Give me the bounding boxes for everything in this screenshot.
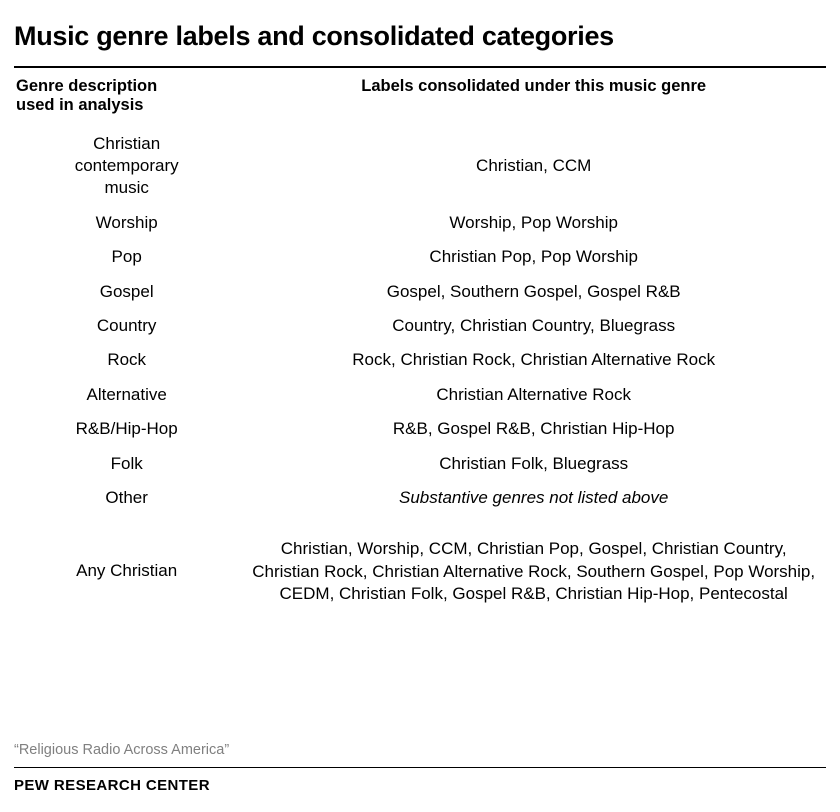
table-row (14, 126, 826, 206)
row-labels-value: Rock, Christian Rock, Christian Alternative Rock (352, 350, 716, 370)
row-genre-label: Pop (111, 247, 142, 267)
row-genre-label-line2: contemporary (74, 155, 179, 175)
spacer-cell (14, 515, 241, 531)
row-genre-label: Worship (95, 212, 158, 232)
row-labels-value: R&B, Gospel R&B, Christian Hip-Hop (392, 419, 675, 439)
table-row (14, 275, 826, 309)
table-header-row (14, 68, 826, 126)
row-genre-label: Any Christian (76, 561, 178, 581)
row-labels-value: Worship, Pop Worship (449, 212, 618, 232)
source-note: “Religious Radio Across America” (14, 742, 230, 758)
column-header-labels: Labels consolidated under this music genre (361, 76, 707, 95)
brand-label: PEW RESEARCH CENTER (14, 777, 210, 794)
row-labels-value: Christian, CCM (476, 155, 592, 175)
table-row (14, 412, 826, 446)
row-genre-label: Gospel (99, 281, 154, 301)
table-row (14, 343, 826, 377)
table-row (14, 309, 826, 343)
row-genre-label-line3: music (104, 177, 149, 197)
row-genre-label: Other (105, 488, 148, 508)
row-genre-label: Country (96, 316, 157, 336)
row-labels-value: Country, Christian Country, Bluegrass (392, 316, 676, 336)
row-genre-label: R&B/Hip-Hop (75, 419, 178, 439)
row-genre-label: Alternative (86, 384, 167, 404)
genre-table (14, 68, 826, 612)
row-labels-value: Gospel, Southern Gospel, Gospel R&B (386, 281, 681, 301)
table-spacer-row (14, 515, 826, 531)
row-genre-label (14, 126, 241, 206)
row-genre-label-line1: Christian (93, 133, 161, 153)
table-row (14, 206, 826, 240)
page-title: Music genre labels and consolidated categories (14, 21, 614, 51)
row-labels-value: Christian Folk, Bluegrass (439, 453, 629, 473)
table-row (14, 481, 826, 515)
column-header-genre-description (14, 68, 241, 126)
footer (14, 742, 826, 794)
row-labels-value: Christian, Worship, CCM, Christian Pop, Gospel, Christian Country, Christian Rock, Christian Alternative Rock, Southern Gospel, Pop Worship, CEDM, Christian Folk, Gospel R&B, Christian Hip-Hop, Pentecostal (252, 539, 816, 603)
column-header-genre-description-line2: used in analysis (16, 96, 144, 115)
row-genre-label: Folk (110, 453, 143, 473)
row-labels-value: Christian Alternative Rock (436, 384, 631, 404)
row-labels-value: Christian Pop, Pop Worship (429, 247, 638, 267)
row-labels-value: Substantive genres not listed above (399, 488, 669, 508)
row-genre-label: Rock (107, 350, 147, 370)
column-header-genre-description-line1: Genre description (16, 76, 158, 95)
table-row (14, 240, 826, 274)
table-row-summary (14, 531, 826, 611)
spacer-cell (241, 515, 826, 531)
table-row (14, 447, 826, 481)
table-row (14, 378, 826, 412)
